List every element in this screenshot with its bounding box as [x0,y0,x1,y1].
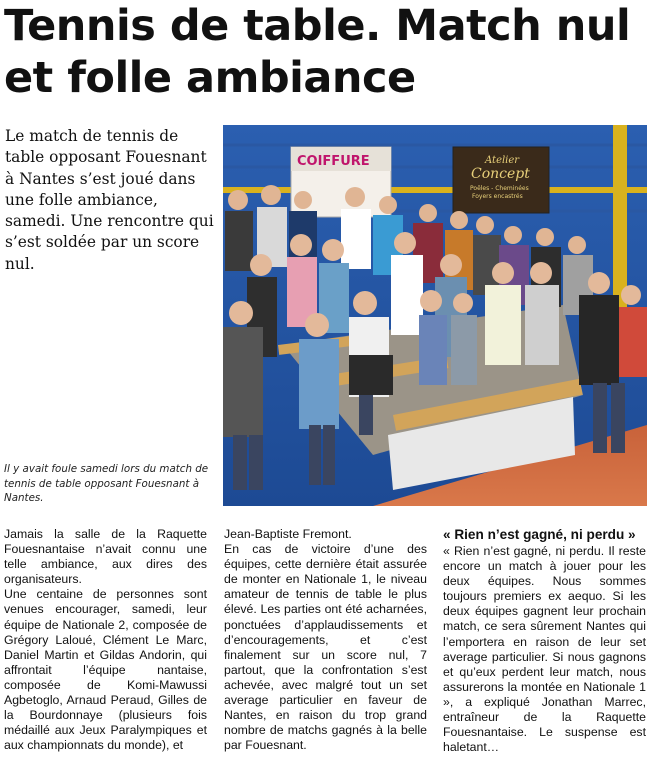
photo-caption: Il y avait foule samedi lors du match de tennis de table opposant Fouesnant à Nantes. [4,463,209,504]
article-column-2 [224,527,427,753]
article-photo [223,125,647,506]
headline: Tennis de table. Match nul et folle ambiance [4,1,631,103]
body-paragraph: « Rien n’est gagné, ni perdu. Il reste encore un match à jouer pour les deux équipes. Nous sommes toujours premiers ex aequo. Si les deux équipes gagnent leur prochain match, ce sera sûrement Nantes qui l’emportera en raison de leur set average particulier. Si nous gagnons et qu’eux perdent leur match, nous assurerons la montée en Nationale 1 », a expliqué Jonathan Marrec, entraîneur de la Raquette Fouesnantaise. Le suspense est haletant… [443,544,646,755]
sign-coiffure-text: COIFFURE [297,154,370,169]
body-paragraph: En cas de victoire d’une des équipes, cette dernière était assurée de monter en Nationale 1, le niveau amateur de tennis de table le plus élevé. Les parties ont été acharnées, ponctuées d’applaudissements et d’encouragements, et c’est finalement sur un score nul, 7 partout, que la confrontation s’est achevée, avec malgré tout un set average particulier en faveur de Nantes, en raison du trop grand nombre de matchs gagnés à la belle par Fouesnant. [224,542,427,753]
article-column-3 [443,527,646,755]
sign-atelier-concept [453,147,549,213]
section-heading: « Rien n’est gagné, ni perdu » [443,527,636,542]
article-column-1 [4,527,207,753]
lead-paragraph: Le match de tennis de table opposant Fouesnant à Nantes s’est joué dans une folle ambiance, samedi. Une rencontre qui s’est soldée par un score nul. [5,127,214,273]
body-paragraph: Une centaine de personnes sont venues encourager, samedi, leur équipe de Nationale 2, composée de Grégory Laloué, Clément Le Marc, Daniel Martin et Gildas Andorin, qui affrontait l’équipe nantaise, composée de Komi-Mawussi Agbetoglo, Arnaud Peraud, Gilles de la Bourdonnaye (plusieurs fois médaillé aux Jeux Paralympiques et aux championnats du monde), et [4,587,207,753]
body-paragraph: Jean-Baptiste Fremont. [224,527,352,541]
svg-text:Foyers encastrés: Foyers encastrés [472,193,523,200]
body-paragraph: Jamais la salle de la Raquette Fouesnantaise n’avait connu une telle ambiance, aux dires des organisateurs. [4,527,207,587]
svg-text:Poêles - Cheminées: Poêles - Cheminées [470,185,529,192]
svg-text:Atelier: Atelier [485,155,520,166]
svg-text:Concept: Concept [471,166,530,182]
